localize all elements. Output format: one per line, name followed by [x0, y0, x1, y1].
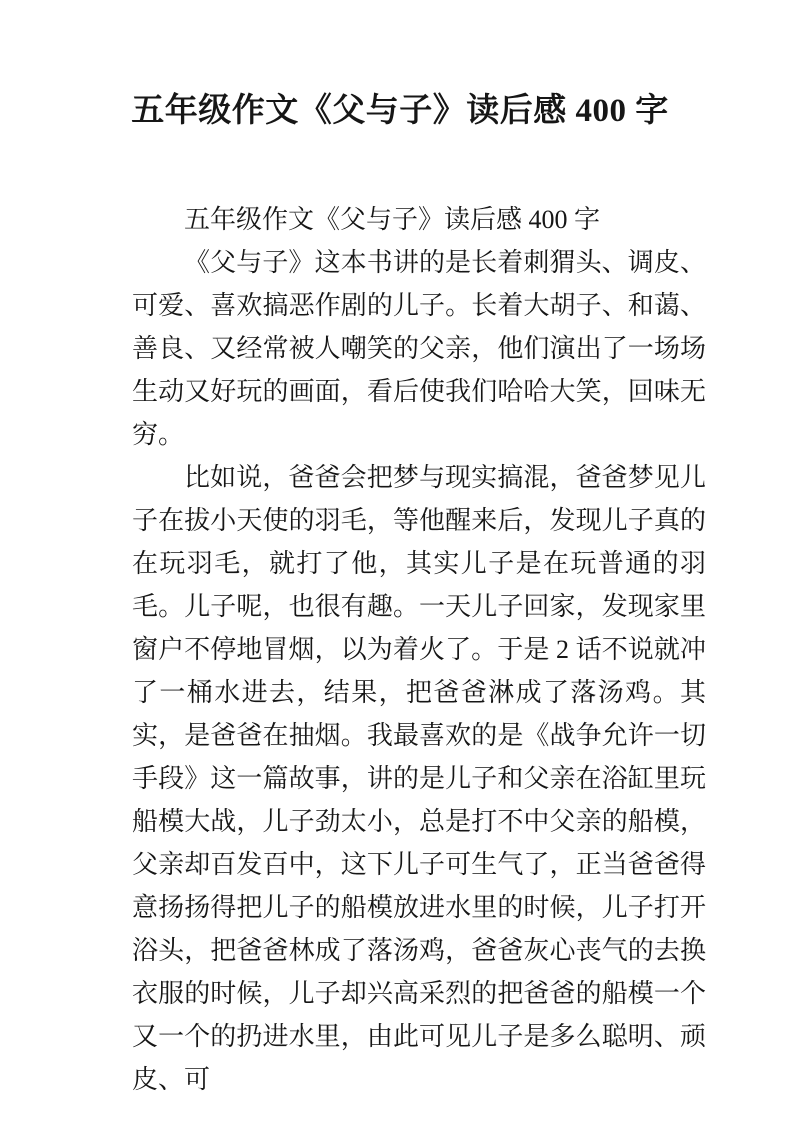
- paragraph-examples: 比如说，爸爸会把梦与现实搞混，爸爸梦见儿子在拔小天使的羽毛，等他醒来后，发现儿子真的在玩羽毛，就打了他，其实儿子是在玩普通的羽毛。儿子呢，也很有趣。一天儿子回家，发现家里窗户不停地冒烟，以为着火了。于是 2 话不说就冲了一桶水进去，结果，把爸爸淋成了落汤鸡。其实，是爸爸在抽烟。我最喜欢的是《战争允许一切手段》这一篇故事，讲的是儿子和父亲在浴缸里玩船模大战，儿子劲太小，总是打不中父亲的船模，父亲却百发百中，这下儿子可生气了，正当爸爸得意扬扬得把儿子的船模放进水里的时候，儿子打开浴头，把爸爸林成了落汤鸡，爸爸灰心丧气的去换衣服的时候，儿子却兴高采烈的把爸爸的船模一个又一个的扔进水里，由此可见儿子是多么聪明、顽皮、可: [132, 463, 706, 1094]
- paragraph-heading-line: 五年级作文《父与子》读后感 400 字: [184, 205, 601, 234]
- document-title: 五年级作文《父与子》读后感 400 字: [131, 93, 669, 129]
- document-body: [132, 198, 706, 1101]
- paragraph-intro: 《父与子》这本书讲的是长着刺猬头、调皮、可爱、喜欢搞恶作剧的儿子。长着大胡子、和蔼、善良、又经常被人嘲笑的父亲，他们演出了一场场生动又好玩的画面，看后使我们哈哈大笑，回味无穷。: [132, 248, 706, 449]
